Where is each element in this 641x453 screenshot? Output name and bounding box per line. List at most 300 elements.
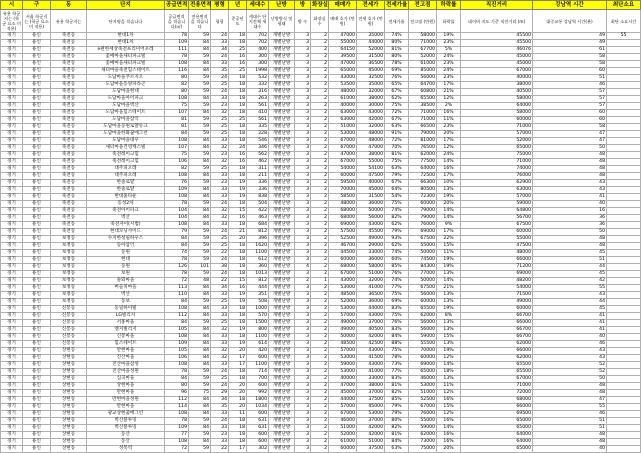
- table-cell[interactable]: 경기: [1, 75, 23, 82]
- table-cell[interactable]: 2: [311, 145, 329, 152]
- table-cell[interactable]: 53500: [329, 82, 357, 89]
- table-cell[interactable]: 죽전동: [51, 103, 87, 110]
- table-cell[interactable]: 1: [311, 278, 329, 285]
- table-cell[interactable]: 59: [189, 257, 211, 264]
- table-cell[interactable]: [607, 47, 641, 54]
- table-cell[interactable]: 경기: [1, 110, 23, 117]
- table-cell[interactable]: 60000: [329, 446, 357, 453]
- table-cell[interactable]: 용인: [23, 145, 51, 152]
- table-cell[interactable]: 67700: [409, 47, 437, 54]
- subheader-cell[interactable]: 하락률: [437, 10, 461, 33]
- table-cell[interactable]: 3: [295, 110, 311, 117]
- table-cell[interactable]: 67500: [461, 222, 533, 229]
- table-cell[interactable]: 46000: [409, 376, 437, 383]
- table-cell[interactable]: 동일하이빌: [87, 306, 165, 313]
- table-cell[interactable]: 3: [295, 369, 311, 376]
- table-cell[interactable]: 66700: [461, 313, 533, 320]
- table-cell[interactable]: 경기: [1, 40, 23, 47]
- table-cell[interactable]: 19%: [437, 264, 461, 271]
- table-cell[interactable]: 66500: [409, 124, 437, 131]
- table-cell[interactable]: 83%: [385, 327, 409, 334]
- table-cell[interactable]: 63%: [385, 166, 409, 173]
- table-cell[interactable]: 66700: [461, 334, 533, 341]
- table-cell[interactable]: 경기: [1, 194, 23, 201]
- table-cell[interactable]: 56000: [409, 75, 437, 82]
- table-cell[interactable]: 43: [533, 180, 607, 187]
- table-cell[interactable]: [607, 229, 641, 236]
- table-cell[interactable]: [607, 68, 641, 75]
- table-cell[interactable]: 24: [211, 229, 229, 236]
- table-cell[interactable]: 107: [165, 145, 189, 152]
- table-cell[interactable]: 40000: [329, 103, 357, 110]
- table-cell[interactable]: [607, 327, 641, 334]
- table-cell[interactable]: 60: [533, 68, 607, 75]
- table-cell[interactable]: 24: [211, 369, 229, 376]
- table-cell[interactable]: 개별난방: [269, 390, 295, 397]
- table-cell[interactable]: 263: [247, 96, 269, 103]
- table-cell[interactable]: 62%: [385, 243, 409, 250]
- table-cell[interactable]: 25: [211, 124, 229, 131]
- table-cell[interactable]: 562: [247, 152, 269, 159]
- table-cell[interactable]: 19%: [437, 33, 461, 40]
- table-cell[interactable]: 25: [211, 376, 229, 383]
- table-cell[interactable]: 개별난방: [269, 159, 295, 166]
- table-cell[interactable]: 개별난방: [269, 446, 295, 453]
- table-cell[interactable]: 3: [295, 40, 311, 47]
- table-cell[interactable]: 24: [211, 75, 229, 82]
- table-cell[interactable]: 용인: [23, 40, 51, 47]
- table-cell[interactable]: 18: [229, 264, 247, 271]
- table-cell[interactable]: 76: [165, 180, 189, 187]
- table-cell[interactable]: 2: [311, 33, 329, 40]
- table-cell[interactable]: 용인: [23, 68, 51, 75]
- table-cell[interactable]: 67000: [461, 68, 533, 75]
- table-cell[interactable]: 개별난방: [269, 82, 295, 89]
- table-cell[interactable]: 용인: [23, 222, 51, 229]
- table-cell[interactable]: 3: [295, 180, 311, 187]
- table-cell[interactable]: 13%: [437, 327, 461, 334]
- table-cell[interactable]: 2: [311, 306, 329, 313]
- table-cell[interactable]: 16%: [437, 166, 461, 173]
- table-cell[interactable]: 36: [533, 222, 607, 229]
- table-cell[interactable]: 2: [311, 397, 329, 404]
- table-cell[interactable]: 보정동: [51, 236, 87, 243]
- table-cell[interactable]: 104: [165, 215, 189, 222]
- table-cell[interactable]: 78: [165, 369, 189, 376]
- table-cell[interactable]: 용인: [23, 152, 51, 159]
- table-cell[interactable]: 82: [165, 82, 189, 89]
- table-cell[interactable]: 57000: [329, 348, 357, 355]
- table-cell[interactable]: 도담마을동양파라곤: [87, 82, 165, 89]
- subheader-cell[interactable]: 화장실 수: [311, 10, 329, 33]
- table-cell[interactable]: 상현동: [51, 446, 87, 453]
- table-cell[interactable]: 상현동: [51, 390, 87, 397]
- table-cell[interactable]: 84: [189, 348, 211, 355]
- table-cell[interactable]: 108: [165, 222, 189, 229]
- table-cell[interactable]: 25: [229, 68, 247, 75]
- table-cell[interactable]: 용인: [23, 194, 51, 201]
- table-cell[interactable]: 91%: [385, 131, 409, 138]
- table-cell[interactable]: 18: [229, 131, 247, 138]
- table-cell[interactable]: 702: [247, 40, 269, 47]
- table-cell[interactable]: 13%: [437, 341, 461, 348]
- table-cell[interactable]: 대주피오레: [87, 166, 165, 173]
- table-cell[interactable]: 18: [229, 243, 247, 250]
- table-cell[interactable]: 경기: [1, 320, 23, 327]
- table-cell[interactable]: 죽전동: [51, 89, 87, 96]
- table-cell[interactable]: 16: [229, 152, 247, 159]
- table-cell[interactable]: 109: [165, 425, 189, 432]
- table-cell[interactable]: [607, 89, 641, 96]
- table-cell[interactable]: 1800: [247, 397, 269, 404]
- table-cell[interactable]: 개별난방: [269, 194, 295, 201]
- table-cell[interactable]: 진산마을삼성: [87, 362, 165, 369]
- table-cell[interactable]: 66000: [461, 348, 533, 355]
- table-cell[interactable]: 396: [247, 236, 269, 243]
- table-cell[interactable]: 2: [311, 103, 329, 110]
- table-cell[interactable]: 84: [165, 376, 189, 383]
- table-cell[interactable]: 35000: [357, 82, 385, 89]
- table-cell[interactable]: 46: [533, 82, 607, 89]
- table-cell[interactable]: 76000: [409, 222, 437, 229]
- table-cell[interactable]: 71000: [409, 40, 437, 47]
- table-cell[interactable]: 47: [533, 131, 607, 138]
- table-cell[interactable]: 101: [189, 264, 211, 271]
- table-cell[interactable]: 48: [533, 159, 607, 166]
- table-cell[interactable]: 21%: [437, 285, 461, 292]
- table-cell[interactable]: 경기: [1, 138, 23, 145]
- table-cell[interactable]: 422: [247, 208, 269, 215]
- table-cell[interactable]: 18: [229, 418, 247, 425]
- table-cell[interactable]: 58000: [461, 96, 533, 103]
- table-cell[interactable]: 126: [165, 264, 189, 271]
- table-cell[interactable]: 36500: [357, 61, 385, 68]
- table-cell[interactable]: 84: [189, 194, 211, 201]
- table-cell[interactable]: 72000: [461, 390, 533, 397]
- table-cell[interactable]: 2: [311, 222, 329, 229]
- table-cell[interactable]: 2: [311, 110, 329, 117]
- table-cell[interactable]: 113: [165, 285, 189, 292]
- table-cell[interactable]: 40000: [357, 180, 385, 187]
- table-cell[interactable]: 66000: [461, 257, 533, 264]
- table-cell[interactable]: 개별난방: [269, 278, 295, 285]
- table-cell[interactable]: 52: [533, 369, 607, 376]
- table-cell[interactable]: 2: [311, 138, 329, 145]
- table-cell[interactable]: 죽전동: [51, 159, 87, 166]
- table-cell[interactable]: 개별난방: [269, 229, 295, 236]
- table-cell[interactable]: 52000: [329, 432, 357, 439]
- table-cell[interactable]: 59: [189, 299, 211, 306]
- table-cell[interactable]: [607, 446, 641, 453]
- table-cell[interactable]: 상현동: [51, 411, 87, 418]
- table-cell[interactable]: 346: [247, 145, 269, 152]
- table-cell[interactable]: 41500: [357, 355, 385, 362]
- table-cell[interactable]: 40: [533, 201, 607, 208]
- table-cell[interactable]: 74000: [461, 166, 533, 173]
- table-cell[interactable]: 18: [229, 40, 247, 47]
- table-cell[interactable]: 상현동: [51, 404, 87, 411]
- table-cell[interactable]: 561: [247, 117, 269, 124]
- table-cell[interactable]: 18: [229, 222, 247, 229]
- table-cell[interactable]: 48: [533, 383, 607, 390]
- table-cell[interactable]: 용인: [23, 61, 51, 68]
- table-cell[interactable]: 경기: [1, 383, 23, 390]
- table-cell[interactable]: [607, 432, 641, 439]
- subheader-cell[interactable]: 방 수: [295, 10, 311, 33]
- table-cell[interactable]: 66700: [461, 327, 533, 334]
- table-cell[interactable]: 31500: [357, 54, 385, 61]
- table-cell[interactable]: 3: [295, 432, 311, 439]
- table-cell[interactable]: 18: [229, 82, 247, 89]
- table-cell[interactable]: 107: [165, 110, 189, 117]
- table-cell[interactable]: 93%: [385, 236, 409, 243]
- table-cell[interactable]: 84: [189, 404, 211, 411]
- table-cell[interactable]: 48000: [357, 138, 385, 145]
- table-cell[interactable]: 13%: [437, 187, 461, 194]
- table-cell[interactable]: 14%: [437, 159, 461, 166]
- table-cell[interactable]: 용인: [23, 292, 51, 299]
- table-cell[interactable]: [607, 145, 641, 152]
- table-cell[interactable]: 현대: [87, 257, 165, 264]
- table-cell[interactable]: 43: [533, 292, 607, 299]
- table-cell[interactable]: 44000: [357, 40, 385, 47]
- table-cell[interactable]: 용인: [23, 313, 51, 320]
- table-cell[interactable]: 24%: [437, 68, 461, 75]
- table-cell[interactable]: 67000: [329, 271, 357, 278]
- table-cell[interactable]: 상현마을: [87, 383, 165, 390]
- table-cell[interactable]: 72: [165, 278, 189, 285]
- table-cell[interactable]: 개별난방: [269, 47, 295, 54]
- table-cell[interactable]: 16: [229, 54, 247, 61]
- table-cell[interactable]: 2: [311, 236, 329, 243]
- table-cell[interactable]: 108: [165, 138, 189, 145]
- header-cell[interactable]: 평형: [211, 1, 229, 10]
- table-cell[interactable]: 71500: [461, 292, 533, 299]
- table-cell[interactable]: 65000: [461, 145, 533, 152]
- header-cell[interactable]: 전고점: [409, 1, 437, 10]
- table-cell[interactable]: 3: [295, 89, 311, 96]
- table-cell[interactable]: 4: [295, 264, 311, 271]
- table-cell[interactable]: 33: [211, 362, 229, 369]
- table-cell[interactable]: 용인: [23, 271, 51, 278]
- table-cell[interactable]: 32000: [357, 278, 385, 285]
- table-cell[interactable]: 58: [533, 124, 607, 131]
- table-cell[interactable]: 13%: [437, 299, 461, 306]
- table-cell[interactable]: 개별난방: [269, 187, 295, 194]
- table-cell[interactable]: 죽전레이크힐: [87, 152, 165, 159]
- table-cell[interactable]: 40: [533, 446, 607, 453]
- table-cell[interactable]: 48: [533, 432, 607, 439]
- table-cell[interactable]: 개별난방: [269, 145, 295, 152]
- table-cell[interactable]: 84: [189, 439, 211, 446]
- table-cell[interactable]: 2%: [437, 103, 461, 110]
- header-cell[interactable]: 매매가: [329, 1, 357, 10]
- table-cell[interactable]: [607, 187, 641, 194]
- table-cell[interactable]: 동원: [87, 264, 165, 271]
- table-cell[interactable]: 3: [295, 327, 311, 334]
- table-cell[interactable]: 1620: [247, 243, 269, 250]
- table-cell[interactable]: 2: [311, 208, 329, 215]
- table-cell[interactable]: 702: [247, 33, 269, 40]
- table-cell[interactable]: 58000: [409, 33, 437, 40]
- table-cell[interactable]: 47: [533, 138, 607, 145]
- header-cell[interactable]: 난방: [269, 1, 295, 10]
- table-cell[interactable]: 용인: [23, 348, 51, 355]
- table-cell[interactable]: 도담마을벽산: [87, 103, 165, 110]
- table-cell[interactable]: 38000: [357, 152, 385, 159]
- table-cell[interactable]: [607, 376, 641, 383]
- table-cell[interactable]: 2: [311, 117, 329, 124]
- table-cell[interactable]: 개별난방: [269, 439, 295, 446]
- table-cell[interactable]: 59: [189, 376, 211, 383]
- table-cell[interactable]: 62000: [461, 355, 533, 362]
- table-cell[interactable]: 61000: [409, 61, 437, 68]
- table-cell[interactable]: 76500: [409, 145, 437, 152]
- table-cell[interactable]: 444: [247, 285, 269, 292]
- table-cell[interactable]: 59: [189, 89, 211, 96]
- table-cell[interactable]: 62000: [409, 313, 437, 320]
- table-cell[interactable]: 33: [211, 194, 229, 201]
- table-cell[interactable]: 용인: [23, 159, 51, 166]
- table-cell[interactable]: 32000: [357, 124, 385, 131]
- table-cell[interactable]: [607, 138, 641, 145]
- table-cell[interactable]: 3: [295, 306, 311, 313]
- table-cell[interactable]: 72%: [385, 110, 409, 117]
- table-cell[interactable]: 19: [229, 187, 247, 194]
- table-cell[interactable]: 22: [211, 278, 229, 285]
- table-cell[interactable]: 3: [295, 103, 311, 110]
- table-cell[interactable]: 75%: [385, 292, 409, 299]
- table-cell[interactable]: 838: [247, 194, 269, 201]
- table-cell[interactable]: 경기: [1, 362, 23, 369]
- table-cell[interactable]: 2: [311, 404, 329, 411]
- table-cell[interactable]: 84: [165, 320, 189, 327]
- table-cell[interactable]: 84: [189, 145, 211, 152]
- table-cell[interactable]: 45: [533, 250, 607, 257]
- table-cell[interactable]: 3: [295, 173, 311, 180]
- table-cell[interactable]: 33: [211, 138, 229, 145]
- table-cell[interactable]: 63000: [329, 110, 357, 117]
- table-cell[interactable]: 2: [311, 439, 329, 446]
- table-cell[interactable]: 1000: [247, 306, 269, 313]
- table-cell[interactable]: 43000: [329, 278, 357, 285]
- table-cell[interactable]: 684: [247, 222, 269, 229]
- table-cell[interactable]: 108: [165, 306, 189, 313]
- table-cell[interactable]: 59: [189, 166, 211, 173]
- table-cell[interactable]: 새터마을죽전힐스테이트: [87, 68, 165, 75]
- table-cell[interactable]: 67500: [409, 285, 437, 292]
- table-cell[interactable]: 개별난방: [269, 376, 295, 383]
- table-cell[interactable]: 용인: [23, 376, 51, 383]
- table-cell[interactable]: 보정동: [51, 299, 87, 306]
- table-cell[interactable]: 612: [247, 257, 269, 264]
- table-cell[interactable]: 죽전자이(시범): [87, 222, 165, 229]
- table-cell[interactable]: 83%: [385, 306, 409, 313]
- table-cell[interactable]: 19: [229, 327, 247, 334]
- table-cell[interactable]: 49000: [461, 299, 533, 306]
- table-cell[interactable]: 33: [211, 40, 229, 47]
- table-cell[interactable]: 75000: [461, 152, 533, 159]
- table-cell[interactable]: 19: [229, 341, 247, 348]
- table-cell[interactable]: 40500: [357, 327, 385, 334]
- table-cell[interactable]: 경기: [1, 152, 23, 159]
- table-cell[interactable]: 58000: [461, 110, 533, 117]
- table-cell[interactable]: 죽전동: [51, 40, 87, 47]
- table-cell[interactable]: 3: [295, 243, 311, 250]
- table-cell[interactable]: 1100: [247, 250, 269, 257]
- table-cell[interactable]: 59500: [329, 180, 357, 187]
- table-cell[interactable]: 59: [189, 446, 211, 453]
- table-cell[interactable]: 75%: [385, 313, 409, 320]
- table-cell[interactable]: 2: [311, 159, 329, 166]
- table-cell[interactable]: 용인: [23, 390, 51, 397]
- table-cell[interactable]: 개별난방: [269, 257, 295, 264]
- header-cell[interactable]: 직진거리: [461, 1, 533, 10]
- table-cell[interactable]: 개별난방: [269, 215, 295, 222]
- table-cell[interactable]: 경기: [1, 292, 23, 299]
- table-cell[interactable]: [607, 194, 641, 201]
- table-cell[interactable]: 죽전동: [51, 96, 87, 103]
- table-cell[interactable]: 52: [533, 362, 607, 369]
- table-cell[interactable]: 76%: [385, 271, 409, 278]
- table-cell[interactable]: 33: [211, 292, 229, 299]
- table-cell[interactable]: 69000: [461, 271, 533, 278]
- table-cell[interactable]: 68000: [329, 215, 357, 222]
- table-cell[interactable]: 85%: [385, 397, 409, 404]
- table-cell[interactable]: 105: [165, 348, 189, 355]
- table-cell[interactable]: 46700: [329, 243, 357, 250]
- table-cell[interactable]: 82: [165, 166, 189, 173]
- table-cell[interactable]: 도담마을대우: [87, 138, 165, 145]
- table-cell[interactable]: 108: [165, 362, 189, 369]
- table-cell[interactable]: 51: [533, 425, 607, 432]
- table-cell[interactable]: 16%: [437, 110, 461, 117]
- table-cell[interactable]: 992: [247, 390, 269, 397]
- table-cell[interactable]: 용인: [23, 425, 51, 432]
- table-cell[interactable]: 44500: [329, 250, 357, 257]
- table-cell[interactable]: 용인: [23, 250, 51, 257]
- table-cell[interactable]: 18: [229, 201, 247, 208]
- table-cell[interactable]: 경기: [1, 299, 23, 306]
- table-cell[interactable]: 43000: [357, 313, 385, 320]
- table-cell[interactable]: 600: [247, 411, 269, 418]
- table-cell[interactable]: 336: [247, 187, 269, 194]
- table-cell[interactable]: 84: [189, 208, 211, 215]
- table-cell[interactable]: 한솔로얄: [87, 187, 165, 194]
- table-cell[interactable]: 59: [189, 236, 211, 243]
- table-cell[interactable]: 개별난방: [269, 180, 295, 187]
- table-cell[interactable]: 3: [295, 117, 311, 124]
- table-cell[interactable]: 38500: [409, 103, 437, 110]
- table-cell[interactable]: 58: [533, 54, 607, 61]
- table-cell[interactable]: 72500: [409, 173, 437, 180]
- table-cell[interactable]: 24: [229, 145, 247, 152]
- table-cell[interactable]: 56000: [409, 292, 437, 299]
- table-cell[interactable]: 59000: [409, 334, 437, 341]
- table-cell[interactable]: 경기: [1, 173, 23, 180]
- table-cell[interactable]: 개별난방: [269, 299, 295, 306]
- table-cell[interactable]: 2: [311, 131, 329, 138]
- table-cell[interactable]: 18: [229, 397, 247, 404]
- table-cell[interactable]: 84: [189, 61, 211, 68]
- table-cell[interactable]: 67000: [329, 138, 357, 145]
- table-cell[interactable]: 56000: [409, 327, 437, 334]
- table-cell[interactable]: [607, 180, 641, 187]
- table-cell[interactable]: 경기: [1, 257, 23, 264]
- table-cell[interactable]: 1500: [247, 320, 269, 327]
- table-cell[interactable]: 용인: [23, 82, 51, 89]
- table-cell[interactable]: 73%: [385, 362, 409, 369]
